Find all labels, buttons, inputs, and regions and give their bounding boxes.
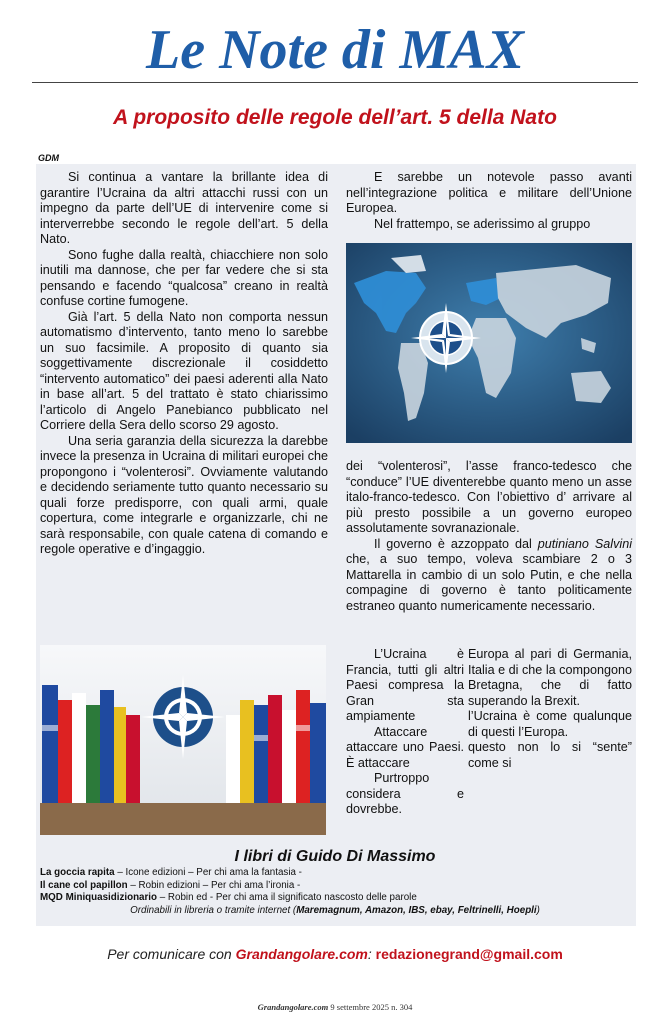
paragraph: Nel frattempo, se aderissimo al gruppo	[374, 216, 591, 231]
split-column-right	[468, 647, 632, 771]
books-heading: I libri di Guido Di Massimo	[234, 848, 436, 865]
right-column-mid	[346, 459, 632, 614]
book-item: MQD Miniquasidizionario – Robin ed - Per chi ama il significato nascosto delle parole	[40, 892, 417, 903]
left-column	[40, 170, 328, 558]
paragraph: Purtroppo considera e dovrebbe.	[346, 771, 464, 816]
nato-world-map-image	[346, 243, 632, 443]
books-order-note: Ordinabili in libreria o tramite internet (Maremagnum, Amazon, IBS, ebay, Feltrinelli, Hoepli)	[130, 904, 540, 916]
paragraph: Si continua a vantare la brillante idea di garantire l’Ucraina da altri attacchi russi con un impegno da parte dell’UE di intervenire come si interverrebbe secondo le regole dell’art. 5 della Nato.	[40, 170, 328, 246]
site-link[interactable]: Grandangolare.com	[235, 946, 368, 962]
paragraph: Una seria garanzia della sicurezza la darebbe invece la presenza in Ucraina di militari europei che propongono i “volenterosi”. Ovviamente valutando e decidendo seriamente tutto quanto necessario su quali forze predisporre, con quali armi, quale copertura, come integrarle e organizzarle, chi ne sarà responsabile, con quale catena di comando e regole operative e d’ingaggio.	[40, 433, 328, 556]
email-link[interactable]: redazionegrand@gmail.com	[375, 946, 563, 962]
paragraph: Il governo è azzoppato dal putiniano Salvini che, a suo tempo, voleva scambiare 2 o 3 Mattarella in cambio di un solo Putin, e che nella compagine di governo è tanto politicamente estraneo quanto numericamente necessario.	[346, 536, 633, 613]
byline: GDM	[38, 153, 59, 163]
books-list	[40, 867, 630, 917]
paragraph: l’Ucraina è come qualunque di questi l’Europa.	[468, 709, 632, 739]
paragraph: dei “volenterosi”, l’asse franco-tedesco che “conduce” l’UE diventerebbe quanto meno un asse italo-franco-tedesco. Con l’obiettivo d’ arrivare al più presto possibile a un governo europeo assolutamente sovranazionale.	[346, 459, 632, 535]
split-column-left	[346, 647, 464, 818]
page-footer: Grandangolare.com 9 settembre 2025 n. 304	[257, 1002, 413, 1012]
paragraph: Europa al pari di Germania, Italia e di che la compongono Bretagna, che di fatto superando la Brexit.	[468, 647, 632, 708]
book-item: Il cane col papillon – Robin edizioni – Per chi ama l’ironia -	[40, 879, 301, 891]
paragraph: Sono fughe dalla realtà, chiacchiere non solo inutili ma dannose, che per far vedere che si sta pensando e facendo “qualcosa” creano in realtà confuse cortine fumogene.	[40, 247, 328, 308]
paragraph: E sarebbe un notevole passo avanti nell’integrazione politica e militare dell’Unione Europea.	[346, 170, 632, 215]
paragraph: L’Ucraina è Francia, tutti gli altri Paesi compresa la Gran sta ampiamente	[346, 647, 464, 723]
contact-lead: Per comunicare con	[107, 946, 236, 962]
book-item: La goccia rapita – Icone edizioni – Per chi ama la fantasia -	[40, 867, 302, 878]
paragraph: questo non lo si “sente” come si	[468, 740, 632, 770]
article-headline: A proposito delle regole dell’art. 5 della Nato	[113, 106, 557, 129]
right-column-top	[346, 170, 632, 232]
contact-line: Per comunicare con Grandangolare.com: redazionegrand@gmail.com	[107, 946, 563, 962]
paragraph: Attaccare attaccare uno Paesi. È attaccare	[346, 724, 464, 770]
nato-flags-photo	[40, 645, 326, 835]
masthead-rule	[32, 82, 638, 83]
paragraph: Già l’art. 5 della Nato non comporta nessun automatismo d’intervento, tanto meno lo sarebbe un suo facsimile. A proposito di quanto sia soggettivamente discrezionale il cosiddetto “intervento automatico” dei paesi aderenti alla Nato in base all’art. 5 del trattato è stato chiarissimo l’articolo di Angelo Panebianco pubblicato nel Corriere della Sera dello scorso 29 agosto.	[40, 309, 328, 432]
masthead-title: Le Note di MAX	[146, 19, 524, 81]
